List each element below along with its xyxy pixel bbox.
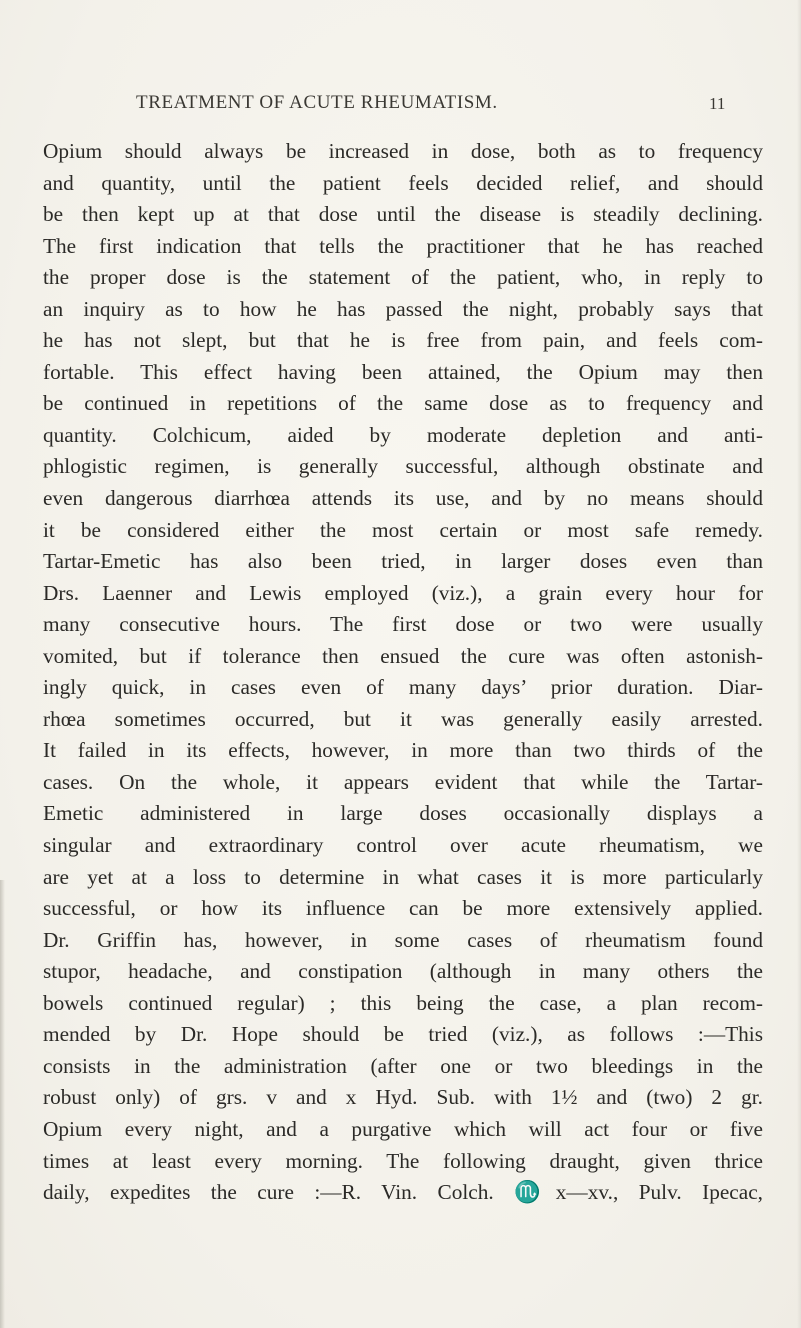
text-line: daily, expedites the cure :—R. Vin. Colch. ♏x—xv., Pulv. Ipecac, xyxy=(43,1180,763,1205)
text-line: bowels continued regular) ; this being the case, a plan recom- xyxy=(43,990,763,1015)
text-line: many consecutive hours. The first dose or two were usually xyxy=(43,612,763,637)
text-line: quantity. Colchicum, aided by moderate depletion and anti- xyxy=(43,422,763,447)
text-line: successful, or how its influence can be more extensively applied. xyxy=(43,896,763,921)
page-shadow-right xyxy=(797,0,801,1328)
text-line: he has not slept, but that he is free from pain, and feels com- xyxy=(43,328,763,353)
body-text xyxy=(43,136,763,1209)
text-line: Tartar-Emetic has also been tried, in larger doses even than xyxy=(43,549,763,574)
text-line: the proper dose is the statement of the patient, who, in reply to xyxy=(43,265,763,290)
text-line: cases. On the whole, it appears evident that while the Tartar- xyxy=(43,769,763,794)
text-line: phlogistic regimen, is generally successful, although obstinate and xyxy=(43,454,763,479)
text-line: Emetic administered in large doses occasionally displays a xyxy=(43,801,763,826)
text-line: singular and extraordinary control over acute rheumatism, we xyxy=(43,833,763,858)
text-line: are yet at a loss to determine in what cases it is more particularly xyxy=(43,864,763,889)
text-line: fortable. This effect having been attained, the Opium may then xyxy=(43,359,763,384)
text-line: be then kept up at that dose until the disease is steadily declining. xyxy=(43,202,763,227)
text-line: stupor, headache, and constipation (although in many others the xyxy=(43,959,763,984)
text-line: Opium every night, and a purgative which will act four or five xyxy=(43,1116,763,1141)
text-line: ingly quick, in cases even of many days’ prior duration. Diar- xyxy=(43,675,763,700)
text-line: The first indication that tells the practitioner that he has reached xyxy=(43,233,763,258)
text-line: even dangerous diarrhœa attends its use, and by no means should xyxy=(43,486,763,511)
running-head xyxy=(0,92,801,122)
text-line: consists in the administration (after one or two bleedings in the xyxy=(43,1053,763,1078)
text-line: Drs. Laenner and Lewis employed (viz.), a grain every hour for xyxy=(43,580,763,605)
text-line: be continued in repetitions of the same dose as to frequency and xyxy=(43,391,763,416)
text-line: Opium should always be increased in dose, both as to frequency xyxy=(43,139,763,163)
text-line: times at least every morning. The following draught, given thrice xyxy=(43,1148,763,1173)
running-title: TREATMENT OF ACUTE RHEUMATISM. xyxy=(136,92,498,113)
text-line: mended by Dr. Hope should be tried (viz.), as follows :—This xyxy=(43,1022,763,1047)
text-line: rhœa sometimes occurred, but it was generally easily arrested. xyxy=(43,706,763,731)
text-line: it be considered either the most certain or most safe remedy. xyxy=(43,517,763,542)
text-line: Dr. Griffin has, however, in some cases of rheumatism found xyxy=(43,927,763,952)
text-line: vomited, but if tolerance then ensued the cure was often astonish- xyxy=(43,643,763,668)
page-number: 11 xyxy=(709,94,726,113)
text-line: and quantity, until the patient feels decided relief, and should xyxy=(43,170,763,195)
text-line: an inquiry as to how he has passed the night, probably says that xyxy=(43,296,763,321)
page-shadow-left xyxy=(0,880,5,1328)
text-line: It failed in its effects, however, in more than two thirds of the xyxy=(43,738,763,763)
text-line: robust only) of grs. v and x Hyd. Sub. with 1½ and (two) 2 gr. xyxy=(43,1085,763,1110)
